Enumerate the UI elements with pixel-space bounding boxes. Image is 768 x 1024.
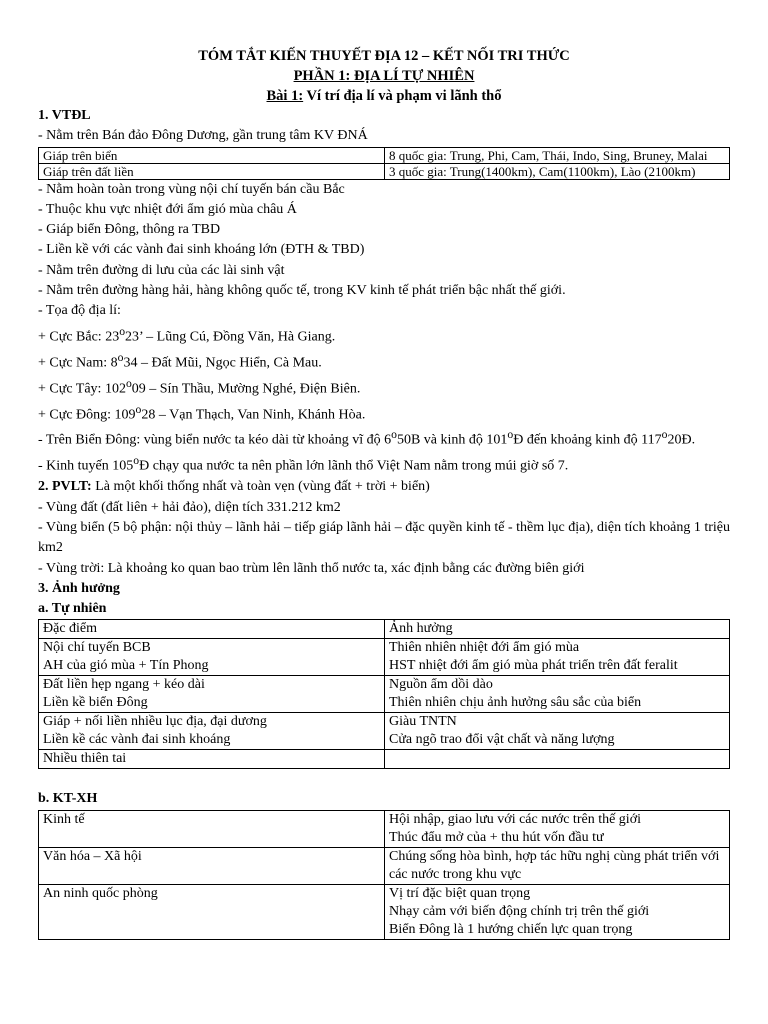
coord-west: + Cực Tây: 102$^o$09 – Sín Thầu, Mường Nghé, Điện Biên. xyxy=(38,376,361,397)
document-title: TÓM TẮT KIẾN THUYẾT ĐỊA 12 – KẾT NỐI TRI THỨC xyxy=(198,48,570,64)
border-table xyxy=(38,147,730,180)
table-cell: Đất liền hẹp ngang + kéo dài Liền kề biển Đông xyxy=(39,676,385,713)
socioeconomic-table xyxy=(38,810,730,940)
list-item: - Liền kề với các vành đai sinh khoáng lớn (ĐTH & TBD) xyxy=(38,242,365,258)
table-cell: Giàu TNTN Cửa ngõ trao đổi vật chất và năng lượng xyxy=(385,713,730,750)
part-title-text: PHẦN 1: ĐỊA LÍ TỰ NHIÊN xyxy=(293,68,475,84)
table-cell: Nguồn ẩm dồi dào Thiên nhiên chịu ảnh hưởng sâu sắc của biển xyxy=(385,676,730,713)
part-title xyxy=(38,66,730,86)
table-cell: Hội nhập, giao lưu với các nước trên thế giới Thúc đẩu mở của + thu hút vốn đầu tư xyxy=(385,810,730,847)
table-row xyxy=(39,147,730,163)
section-1-heading: 1. VTĐL xyxy=(38,108,91,123)
table-cell: Giáp trên đất liền xyxy=(39,163,385,179)
nature-table xyxy=(38,619,730,769)
list-item: - Vùng biển (5 bộ phận: nội thủy – lãnh hải – tiếp giáp lãnh hải – đặc quyền kinh tế - thềm lục địa), diện tích khoảng 1 triệu km2 xyxy=(38,519,730,556)
table-cell: Kinh tế xyxy=(39,810,385,847)
list-item: - Vùng đất (đất liên + hải đảo), diện tích 331.212 km2 xyxy=(38,499,341,515)
list-item: - Nằm trên đường hàng hải, hàng không quốc tế, trong KV kinh tế phát triển bậc nhất thế giới. xyxy=(38,283,566,299)
table-cell: Nội chí tuyến BCB AH của gió mùa + Tín Phong xyxy=(39,639,385,676)
subsection-a-heading: a. Tự nhiên xyxy=(38,601,107,617)
list-item: - Giáp biển Đông, thông ra TBD xyxy=(38,222,221,238)
table-row xyxy=(39,847,730,884)
lesson-title-text: Ví trí địa lí và phạm vi lãnh thổ xyxy=(303,88,502,104)
meridian-line: - Kinh tuyến 105$^o$Đ chạy qua nước ta nên phần lớn lãnh thổ Việt Nam nằm trong múi giờ số 7. xyxy=(38,454,569,475)
table-row xyxy=(39,163,730,179)
section-2-heading: 2. PVLT: Là một khối thống nhất và toàn vẹn (vùng đất + trời + biển) xyxy=(38,479,430,495)
table-row xyxy=(39,620,730,639)
coord-south: + Cực Nam: 8$^o$34 – Đất Mũi, Ngọc Hiển, Cà Mau. xyxy=(38,350,322,371)
table-cell: Đặc điểm xyxy=(39,620,385,639)
table-cell: Ảnh hưởng xyxy=(385,620,730,639)
coord-east: + Cực Đông: 109$^o$28 – Vạn Thạch, Van Ninh, Khánh Hòa. xyxy=(38,402,366,423)
coord-north: + Cực Bắc: 23$^o$23’ – Lũng Cú, Đồng Văn, Hà Giang. xyxy=(38,324,336,345)
table-row xyxy=(39,810,730,847)
list-item: - Thuộc khu vực nhiệt đới ẩm gió mùa châu Á xyxy=(38,201,297,217)
list-item: - Vùng trời: Là khoảng ko quan bao trùm lên lãnh thổ nước ta, xác định bằng các đường biên giới xyxy=(38,560,585,576)
lesson-title xyxy=(38,86,730,106)
table-row xyxy=(39,676,730,713)
table-cell: Chúng sống hòa bình, hợp tác hữu nghị cùng phát triển với các nước trong khu vực xyxy=(385,847,730,884)
table-row xyxy=(39,884,730,939)
table-row xyxy=(39,713,730,750)
table-cell xyxy=(385,750,730,769)
lesson-label: Bài 1: xyxy=(266,88,304,104)
table-cell: Nhiều thiên tai xyxy=(39,750,385,769)
document-page xyxy=(38,46,730,940)
table-cell: 3 quốc gia: Trung(1400km), Cam(1100km), Lào (2100km) xyxy=(385,163,730,179)
subsection-b-heading: b. KT-XH xyxy=(38,791,98,807)
table-cell: 8 quốc gia: Trung, Phi, Cam, Thái, Indo, Sing, Bruney, Malai xyxy=(385,147,730,163)
list-item: - Tọa độ địa lí: xyxy=(38,303,121,319)
list-item: - Nằm trên đường di lưu của các lài sinh vật xyxy=(38,262,285,278)
list-item: - Nằm hoàn toàn trong vùng nội chí tuyến bán cầu Bắc xyxy=(38,181,345,197)
spacer xyxy=(38,769,730,789)
table-row xyxy=(39,750,730,769)
table-cell: Giáp trên biển xyxy=(39,147,385,163)
table-cell: An ninh quốc phòng xyxy=(39,884,385,939)
table-cell: Thiên nhiên nhiệt đới ẩm gió mùa HST nhiệt đới ẩm gió mùa phát triển trên đất feralit xyxy=(385,639,730,676)
table-cell: Văn hóa – Xã hội xyxy=(39,847,385,884)
section-1-intro: - Nằm trên Bán đảo Đông Dương, gần trung tâm KV ĐNÁ xyxy=(38,128,368,144)
sea-extent: - Trên Biển Đông: vùng biển nước ta kéo dài từ khoảng vĩ độ 6$^o$50B và kinh độ 101$^o$Đ đến khoảng kinh độ 117$^o$20Đ. xyxy=(38,428,696,449)
section-3-heading: 3. Ảnh hưởng xyxy=(38,580,120,596)
table-cell: Vị trí đặc biệt quan trọng Nhạy cảm với biến động chính trị trên thế giới Biển Đông là 1 hướng chiến lực quan trọng xyxy=(385,884,730,939)
table-row xyxy=(39,639,730,676)
table-cell: Giáp + nối liền nhiều lục địa, đại dương Liền kề các vành đai sinh khoáng xyxy=(39,713,385,750)
